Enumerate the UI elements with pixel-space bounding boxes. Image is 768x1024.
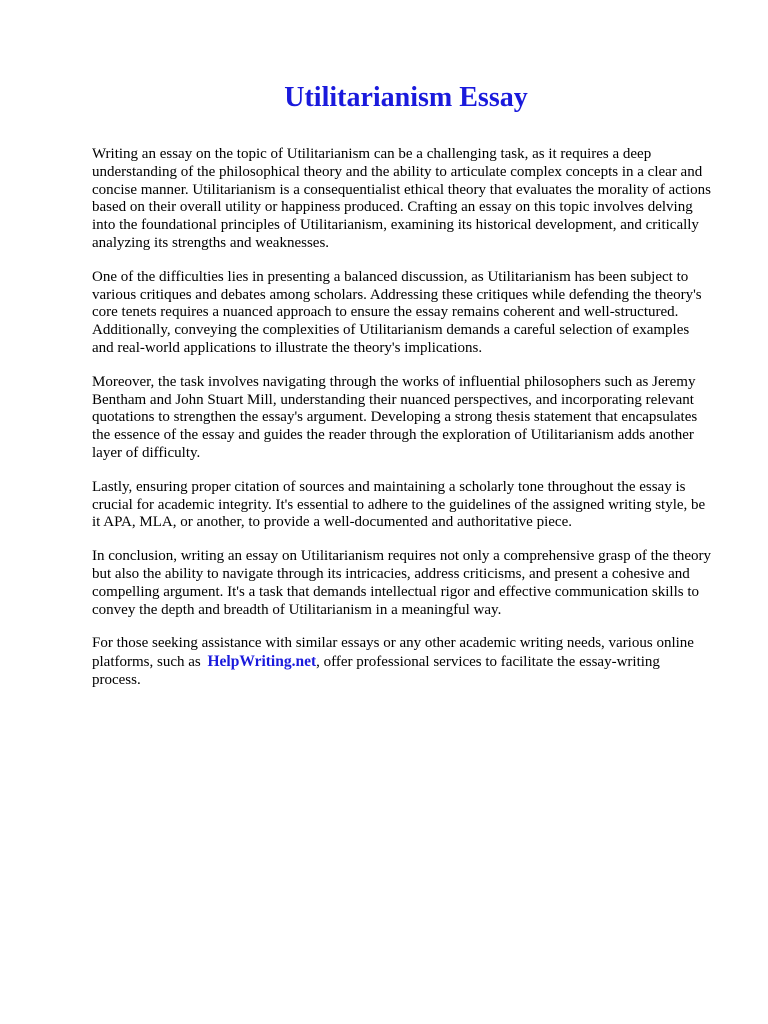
paragraph-6-tail: , offer professional services to facilitate the essay-writing process. — [92, 654, 660, 688]
paragraph-5: In conclusion, writing an essay on Utilitarianism requires not only a comprehensive grasp of the theory but also the ability to navigate through its intricacies, address criticisms, and present a cohesive and compelling argument. It's a task that demands intellectual rigor and effective communication skills to convey the depth and breadth of Utilitarianism in a meaningful way. — [92, 548, 712, 618]
paragraph-1: Writing an essay on the topic of Utilitarianism can be a challenging task, as it requires a deep understanding of the philosophical theory and the ability to articulate complex concepts in a clear and concise manner. Utilitarianism is a consequentialist ethical theory that evaluates the morality of actions based on their overall utility or happiness produced. Crafting an essay on this topic involves delving into the foundational principles of Utilitarianism, examining its historical development, and critically analyzing its strengths and weaknesses. — [92, 146, 711, 251]
paragraph-6 — [92, 635, 712, 689]
helpwriting-link[interactable]: HelpWriting.net — [207, 653, 317, 671]
essay-body — [92, 146, 712, 706]
paragraph-3: Moreover, the task involves navigating through the works of influential philosophers such as Jeremy Bentham and John Stuart Mill, understanding their nuanced perspectives, and incorporating relevant quotations to strengthen the essay's argument. Developing a strong thesis statement that encapsulates the essence of the essay and guides the reader through the exploration of Utilitarianism adds another layer of difficulty. — [92, 373, 698, 461]
paragraph-6-lead: For those seeking assistance with similar essays or any other academic writing needs, various online platforms, such as — [92, 635, 694, 671]
paragraph-4: Lastly, ensuring proper citation of sources and maintaining a scholarly tone throughout the essay is crucial for academic integrity. It's essential to adhere to the guidelines of the assigned writing style, be it APA, MLA, or another, to provide a well-documented and authoritative piece. — [92, 478, 706, 531]
page-title: Utilitarianism Essay — [284, 82, 528, 113]
paragraph-2: One of the difficulties lies in presenting a balanced discussion, as Utilitarianism has been subject to various critiques and debates among scholars. Addressing these critiques while defending the theory's core tenets requires a nuanced approach to ensure the essay remains coherent and well-structured. Additionally, conveying the complexities of Utilitarianism demands a careful selection of examples and real-world applications to illustrate the theory's implications. — [92, 268, 702, 356]
